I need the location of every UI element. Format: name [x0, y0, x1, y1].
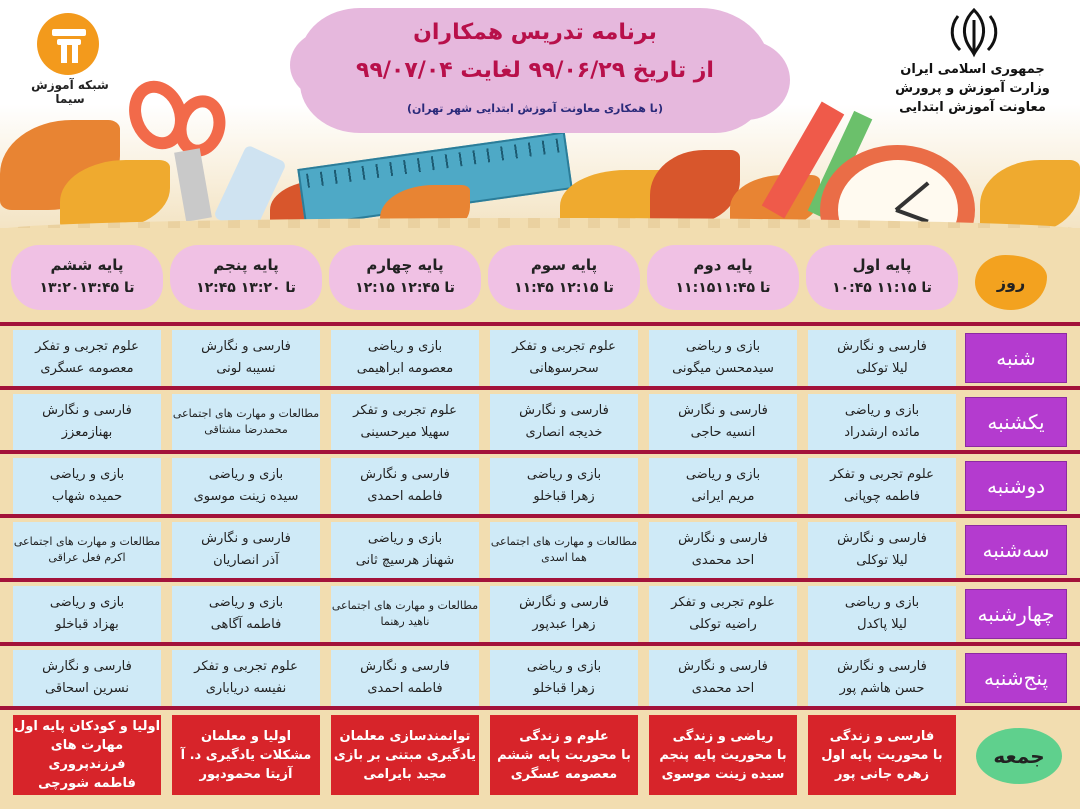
subject-label: علوم تجربی و تفکر — [512, 339, 616, 354]
teacher-name: احد محمدی — [691, 553, 755, 568]
subject-label: فارسی و نگارش — [360, 467, 450, 482]
schedule-cell — [172, 394, 320, 450]
subject-label: فارسی و نگارش — [360, 659, 450, 674]
schedule-cell — [172, 650, 320, 706]
subject-label: فارسی و نگارش — [519, 595, 609, 610]
teacher-name: نسیبه لونی — [216, 361, 276, 376]
subject-label: فارسی و نگارش — [678, 531, 768, 546]
subject-label: فارسی و نگارش — [519, 403, 609, 418]
day-label: سه‌شنبه — [965, 525, 1067, 575]
schedule-cell — [649, 458, 797, 514]
teacher-name: حسن هاشم پور — [839, 681, 925, 696]
subject-label: بازی و ریاضی — [526, 467, 602, 482]
subject-label: فارسی و نگارش — [42, 403, 132, 418]
teacher-name: خدیجه انصاری — [525, 425, 603, 440]
teacher-name: سیدمحسن میگونی — [672, 361, 774, 376]
schedule-cell — [331, 586, 479, 642]
grade-name: پایه دوم — [693, 256, 753, 274]
teacher-name: حمیده شهاب — [51, 489, 123, 504]
schedule-cell — [490, 650, 638, 706]
friday-program-line: با محوریت پایه پنجم — [659, 747, 787, 763]
friday-program-line: فارسی و زندگی — [829, 728, 935, 744]
schedule-cell — [490, 586, 638, 642]
friday-program-cell — [172, 715, 320, 795]
schedule-cell — [331, 394, 479, 450]
teacher-name: انسیه حاجی — [690, 425, 756, 440]
row-separator — [0, 450, 1080, 454]
teacher-name: محمدرضا مشتاقی — [204, 423, 288, 436]
day-label: چهارشنبه — [965, 589, 1067, 639]
teacher-name: بهزاد قباخلو — [55, 617, 119, 632]
subject-label: بازی و ریاضی — [208, 595, 284, 610]
teacher-name: فاطمه احمدی — [367, 681, 443, 696]
ministry-line: معاونت آموزش ابتدایی — [899, 100, 1046, 115]
subject-label: فارسی و نگارش — [678, 659, 768, 674]
subject-label: فارسی و نگارش — [201, 339, 291, 354]
friday-program-line: سیده زینت موسوی — [661, 766, 785, 782]
teacher-name: لیلا توکلی — [856, 553, 908, 568]
grade-header-2 — [647, 245, 799, 310]
row-separator — [0, 386, 1080, 390]
grade-time: ۱۳:۲۰تا ۱۳:۴۵ — [39, 280, 135, 296]
page-title: برنامه تدریس همکاران — [413, 20, 657, 45]
friday-program-line: علوم و زندگی — [519, 728, 609, 744]
days-label: روز — [975, 255, 1047, 310]
schedule-cell — [172, 586, 320, 642]
schedule-cell — [13, 522, 161, 578]
friday-program-line: اولیا و معلمان — [200, 728, 292, 744]
subject-label: مطالعات و مهارت های اجتماعی — [13, 535, 161, 548]
schedule-cell — [649, 394, 797, 450]
teacher-name: سیده زینت موسوی — [193, 489, 299, 504]
teacher-name: بهنازمعزز — [61, 425, 113, 440]
friday-program-line: معصومه عسگری — [510, 766, 618, 782]
subject-label: بازی و ریاضی — [526, 659, 602, 674]
friday-program-cell — [808, 715, 956, 795]
subject-label: فارسی و نگارش — [678, 403, 768, 418]
teacher-name: معصومه ابراهیمی — [356, 361, 454, 376]
row-separator — [0, 322, 1080, 326]
friday-program-cell — [13, 715, 161, 795]
subject-label: بازی و ریاضی — [208, 467, 284, 482]
grade-name: پایه ششم — [50, 256, 124, 274]
day-label: دوشنبه — [965, 461, 1067, 511]
date-range: از تاریخ ۹۹/۰۶/۲۹ لغایت ۹۹/۰۷/۰۴ — [356, 58, 714, 83]
grade-time: ۱۰:۴۵ تا ۱۱:۱۵ — [832, 280, 932, 296]
schedule-cell — [649, 522, 797, 578]
day-label-friday: جمعه — [976, 728, 1062, 784]
subject-label: فارسی و نگارش — [837, 339, 927, 354]
schedule-cell — [808, 522, 956, 578]
schedule-cell — [331, 458, 479, 514]
teacher-name: فاطمه چوپانی — [844, 489, 920, 504]
friday-program-line: آزیتا محمودپور — [199, 766, 293, 782]
ministry-line: جمهوری اسلامی ایران — [900, 62, 1045, 77]
schedule-cell — [13, 586, 161, 642]
friday-program-line: توانمندسازی معلمان — [339, 728, 471, 744]
subject-label: بازی و ریاضی — [844, 595, 920, 610]
grade-name: پایه اول — [852, 256, 912, 274]
schedule-cell — [331, 330, 479, 386]
schedule-cell — [490, 458, 638, 514]
schedule-cell — [13, 394, 161, 450]
schedule-cell — [490, 330, 638, 386]
teacher-name: فاطمه آگاهی — [210, 617, 282, 632]
schedule-cell — [649, 330, 797, 386]
schedule-cell — [808, 650, 956, 706]
schedule-cell — [649, 586, 797, 642]
grade-header-6 — [11, 245, 163, 310]
grade-name: پایه سوم — [530, 256, 598, 274]
friday-program-line: مهارت های فرزندپروری — [48, 738, 126, 772]
subject-label: بازی و ریاضی — [49, 595, 125, 610]
day-label: یکشنبه — [965, 397, 1067, 447]
grade-header-1 — [806, 245, 958, 310]
ministry-block — [880, 60, 1065, 117]
grade-header-3 — [488, 245, 640, 310]
iran-emblem-icon — [944, 6, 1004, 58]
subject-label: مطالعات و مهارت های اجتماعی — [172, 407, 320, 420]
teacher-name: لیلا پاکدل — [857, 617, 907, 632]
subject-label: بازی و ریاضی — [367, 339, 443, 354]
teacher-name: اکرم فعل عراقی — [48, 551, 126, 564]
sima-logo-icon — [37, 13, 99, 75]
subject-label: مطالعات و مهارت های اجتماعی — [331, 599, 479, 612]
teacher-name: مائده ارشدراد — [844, 425, 920, 440]
teacher-name: آذر انصاریان — [213, 553, 279, 568]
schedule-cell — [649, 650, 797, 706]
friday-program-line: مجید بایرامی — [363, 766, 447, 782]
schedule-cell — [13, 330, 161, 386]
schedule-cell — [331, 522, 479, 578]
teacher-name: سحرسوهانی — [529, 361, 599, 376]
page-subtitle: (با همکاری معاونت آموزش ابتدایی شهر تهران) — [406, 102, 664, 115]
friday-program-cell — [331, 715, 479, 795]
grade-time: ۱۲:۴۵ تا ۱۳:۲۰ — [196, 280, 296, 296]
teacher-name: فاطمه احمدی — [367, 489, 443, 504]
friday-program-line: فاطمه شورچی — [38, 776, 136, 791]
subject-label: علوم تجربی و تفکر — [671, 595, 775, 610]
row-separator — [0, 578, 1080, 582]
teacher-name: سهیلا میرحسینی — [360, 425, 450, 440]
schedule-cell — [172, 330, 320, 386]
schedule-cell — [490, 394, 638, 450]
subject-label: فارسی و نگارش — [42, 659, 132, 674]
day-label: شنبه — [965, 333, 1067, 383]
subject-label: فارسی و نگارش — [201, 531, 291, 546]
grade-time: ۱۱:۴۵ تا ۱۲:۱۵ — [514, 280, 614, 296]
schedule-cell — [13, 650, 161, 706]
teacher-name: نسرین اسحاقی — [45, 681, 129, 696]
schedule-cell — [172, 458, 320, 514]
friday-program-line: با محوریت پایه اول — [821, 747, 943, 763]
subject-label: فارسی و نگارش — [837, 531, 927, 546]
teacher-name: نفیسه دریاباری — [205, 681, 287, 696]
grade-time: ۱۱:۱۵تا ۱۱:۴۵ — [675, 280, 771, 296]
teacher-name: راضیه توکلی — [689, 617, 757, 632]
subject-label: بازی و ریاضی — [844, 403, 920, 418]
subject-label: علوم تجربی و تفکر — [194, 659, 298, 674]
friday-program-line: با محوریت پایه ششم — [497, 747, 631, 763]
subject-label: بازی و ریاضی — [49, 467, 125, 482]
grade-name: پایه پنجم — [213, 256, 279, 274]
friday-program-line: اولیا و کودکان پایه اول — [13, 719, 161, 734]
schedule-cell — [808, 458, 956, 514]
teacher-name: زهرا عبدپور — [532, 617, 596, 632]
subject-label: مطالعات و مهارت های اجتماعی — [490, 535, 638, 548]
schedule-cell — [13, 458, 161, 514]
subject-label: علوم تجربی و تفکر — [830, 467, 934, 482]
grade-header-4 — [329, 245, 481, 310]
friday-program-line: زهره جانی پور — [834, 766, 930, 782]
logo-text: شبکه آموزش سیما — [31, 78, 109, 106]
subject-label: علوم تجربی و تفکر — [35, 339, 139, 354]
teacher-name: شهناز هرسیچ ثانی — [355, 553, 455, 568]
friday-program-cell — [649, 715, 797, 795]
teacher-name: زهرا قباخلو — [533, 681, 595, 696]
friday-program-line: ریاضی و زندگی — [672, 728, 774, 744]
schedule-cell — [331, 650, 479, 706]
teacher-name: احد محمدی — [691, 681, 755, 696]
row-separator — [0, 514, 1080, 518]
schedule-cell — [808, 394, 956, 450]
day-label: پنج‌شنبه — [965, 653, 1067, 703]
teacher-name: زهرا قباخلو — [533, 489, 595, 504]
teacher-name: معصومه عسگری — [40, 361, 134, 376]
friday-program-line: مشکلات یادگیری د. آ — [180, 747, 312, 763]
teacher-name: لیلا توکلی — [856, 361, 908, 376]
subject-label: بازی و ریاضی — [685, 339, 761, 354]
schedule-cell — [808, 330, 956, 386]
subject-label: فارسی و نگارش — [837, 659, 927, 674]
schedule-cell — [172, 522, 320, 578]
teacher-name: ناهید رهنما — [380, 615, 430, 628]
row-separator — [0, 642, 1080, 646]
teacher-name: هما اسدی — [541, 551, 587, 564]
friday-program-line: یادگیری مبتنی بر بازی — [333, 747, 477, 763]
subject-label: بازی و ریاضی — [685, 467, 761, 482]
schedule-cell — [490, 522, 638, 578]
grade-time: ۱۲:۱۵ تا ۱۲:۴۵ — [355, 280, 455, 296]
ministry-line: وزارت آموزش و پرورش — [895, 81, 1050, 96]
subject-label: بازی و ریاضی — [367, 531, 443, 546]
teacher-name: مریم ایرانی — [691, 489, 755, 504]
subject-label: علوم تجربی و تفکر — [353, 403, 457, 418]
schedule-cell — [808, 586, 956, 642]
row-separator — [0, 706, 1080, 710]
grade-name: پایه چهارم — [366, 256, 444, 274]
grade-header-5 — [170, 245, 322, 310]
friday-program-cell — [490, 715, 638, 795]
